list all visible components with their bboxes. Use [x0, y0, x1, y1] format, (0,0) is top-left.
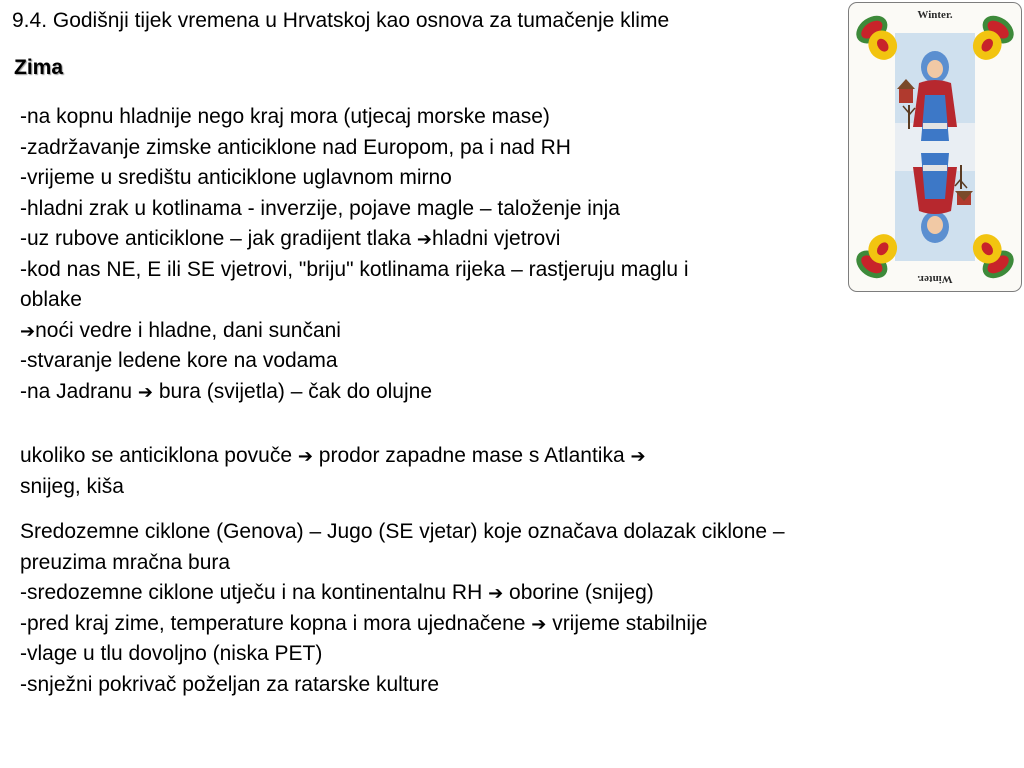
line-text: -uz rubove anticiklone – jak gradijent tlaka: [20, 227, 417, 250]
list-item: [20, 316, 845, 347]
line-text: oborine (snijeg): [503, 581, 654, 604]
house-icon: [899, 89, 913, 103]
card-caption-top: Winter.: [917, 9, 953, 21]
list-item: -snježni pokrivač poželjan za ratarske kulture: [20, 672, 440, 696]
list-item: -na kopnu hladnije nego kraj mora (utjecaj morske mase): [20, 105, 550, 128]
list-item: -vlage u tlu dovoljno (niska PET): [20, 642, 323, 665]
winter-card-illustration: [849, 3, 1021, 291]
line-text: -na Jadranu: [20, 379, 138, 403]
mediterranean-cyclones-list: [20, 517, 980, 700]
line-text: vrijeme stabilnije: [546, 611, 708, 635]
line-text: -pred kraj zime, temperature kopna i mora ujednačene: [20, 611, 532, 635]
line-text: prodor zapadne mase s Atlantika: [312, 444, 631, 467]
paragraph-line: snijeg, kiša: [20, 474, 124, 498]
slide-title: 9.4. Godišnji tijek vremena u Hrvatskoj kao osnova za tumačenje klime: [12, 9, 670, 32]
arrow-right-icon: ➔: [20, 320, 36, 342]
line-text: hladni vjetrovi: [431, 227, 561, 250]
section-heading: Zima: [14, 56, 64, 79]
arrow-right-icon: ➔: [531, 613, 547, 635]
line-text: noći vedre i hladne, dani sunčani: [35, 318, 341, 342]
arrow-right-icon: ➔: [630, 446, 646, 467]
winter-playing-card: [848, 2, 1022, 292]
arrow-right-icon: ➔: [488, 583, 504, 604]
arrow-right-icon: ➔: [416, 229, 432, 250]
list-item: -stvaranje ledene kore na vodama: [20, 349, 338, 372]
winter-characteristics-list: [20, 102, 845, 407]
card-caption-bottom: Winter.: [917, 273, 953, 285]
list-item: [20, 224, 845, 255]
paragraph-line: [20, 441, 820, 472]
list-item: -zadržavanje zimske anticiklone nad Europom, pa i nad RH: [20, 135, 571, 159]
anticyclone-retreat-paragraph: [20, 441, 820, 502]
list-item: oblake: [20, 288, 82, 311]
list-item: [20, 609, 980, 640]
line-text: bura (svijetla) – čak do olujne: [153, 379, 432, 403]
list-item: [20, 578, 980, 609]
list-item: preuzima mračna bura: [20, 550, 231, 574]
list-item: [20, 377, 845, 408]
list-item: -hladni zrak u kotlinama - inverzije, pojave magle – taloženje inja: [20, 196, 620, 220]
list-item: -kod nas NE, E ili SE vjetrovi, "briju" kotlinama rijeka – rastjeruju maglu i: [20, 257, 689, 281]
line-text: -sredozemne ciklone utječu i na kontinentalnu RH: [20, 581, 489, 604]
list-item: -vrijeme u središtu anticiklone uglavnom mirno: [20, 166, 452, 189]
list-item: Sredozemne ciklone (Genova) – Jugo (SE vjetar) koje označava dolazak ciklone –: [20, 520, 785, 543]
line-text: ukoliko se anticiklona povuče: [20, 444, 298, 467]
arrow-right-icon: ➔: [137, 381, 154, 403]
arrow-right-icon: ➔: [297, 446, 313, 467]
